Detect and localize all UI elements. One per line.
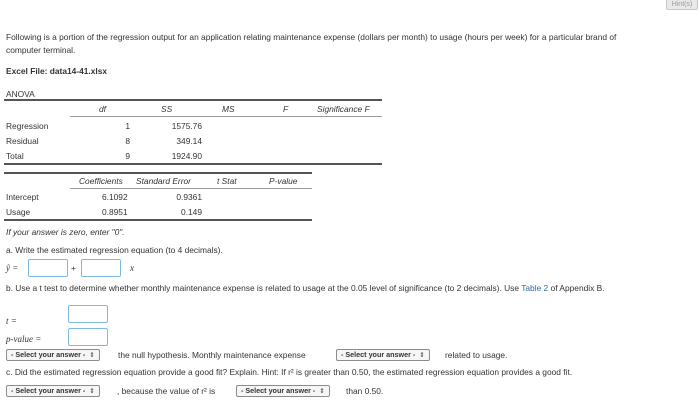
chevron-updown-icon: ⇕ — [89, 388, 95, 395]
coef-header-coefficients: Coefficients — [79, 176, 123, 186]
plus-sign: + — [71, 263, 76, 273]
chevron-updown-icon: ⇕ — [319, 388, 325, 395]
t-label: t = — [6, 316, 17, 326]
anova-row-ss: 1575.76 — [171, 121, 202, 131]
anova-bottom-rule — [4, 163, 382, 165]
excel-file-line — [6, 66, 107, 76]
coef-row-se: 0.149 — [181, 207, 202, 217]
excel-file-name[interactable]: data14-41.xlsx — [49, 66, 108, 76]
coef-row-label: Intercept — [6, 192, 39, 202]
coef-top-rule — [4, 172, 312, 174]
part-b-text: b. Use a t test to determine whether monthly maintenance expense is related to usage at the 0.05 level of significance (to 2 decimals). Use — [6, 283, 522, 293]
coef-header-stderr: Standard Error — [136, 176, 191, 186]
part-a-prompt: a. Write the estimated regression equation (to 4 decimals). — [6, 245, 223, 255]
anova-title: ANOVA — [6, 89, 35, 99]
anova-row-label: Residual — [6, 136, 39, 146]
anova-row-df: 9 — [125, 151, 130, 161]
hints-button[interactable]: Hint(s) — [666, 0, 698, 10]
because-text: , because the value of r² is — [117, 386, 216, 396]
pvalue-label: p-value = — [6, 334, 42, 344]
anova-row-df: 8 — [125, 136, 130, 146]
anova-row-label: Total — [6, 151, 24, 161]
table-2-link[interactable]: Table 2 — [521, 283, 549, 293]
coef-header-pvalue: P-value — [269, 176, 298, 186]
coef-bottom-rule — [4, 219, 312, 221]
coef-row-label: Usage — [6, 207, 31, 217]
anova-header-sigf: Significance F — [317, 104, 370, 114]
t-stat-input[interactable] — [68, 305, 108, 323]
intro-text-cont: computer terminal. — [6, 45, 76, 55]
intro-text: Following is a portion of the regression output for an application relating maintenance expense (dollars per month) to usage (hours per week) for a particular brand of — [6, 32, 617, 42]
related-text: related to usage. — [445, 350, 508, 360]
anova-header-rule — [70, 116, 382, 117]
anova-row-label: Regression — [6, 121, 49, 131]
anova-row-df: 1 — [125, 121, 130, 131]
coef-row-se: 0.9361 — [176, 192, 202, 202]
fit-select-label: - Select your answer - — [11, 386, 86, 395]
x-variable: x — [130, 263, 134, 273]
fit-select[interactable] — [6, 385, 100, 397]
part-b-prompt — [6, 283, 605, 293]
reject-select-label: - Select your answer - — [11, 350, 86, 359]
comparison-select-label: - Select your answer - — [241, 386, 316, 395]
coef-row-coef: 0.8951 — [102, 207, 128, 217]
anova-top-rule — [4, 99, 382, 101]
intercept-input[interactable] — [28, 259, 68, 277]
slope-input[interactable] — [81, 259, 121, 277]
coef-header-rule — [70, 188, 312, 189]
pvalue-input[interactable] — [68, 328, 108, 346]
related-select-label: - Select your answer - — [341, 350, 416, 359]
part-b-text-end: of Appendix B. — [548, 283, 605, 293]
anova-row-ss: 1924.90 — [171, 151, 202, 161]
related-select[interactable] — [336, 349, 430, 361]
coef-row-coef: 6.1092 — [102, 192, 128, 202]
reject-select[interactable] — [6, 349, 100, 361]
anova-header-ms: MS — [222, 104, 235, 114]
comparison-select[interactable] — [236, 385, 330, 397]
than-text: than 0.50. — [346, 386, 384, 396]
anova-row-ss: 349.14 — [176, 136, 202, 146]
excel-file-label: Excel File: — [6, 66, 48, 76]
anova-header-f: F — [283, 104, 289, 114]
null-hypothesis-text: the null hypothesis. Monthly maintenance expense — [118, 350, 306, 360]
anova-header-df: df — [99, 104, 106, 114]
anova-header-ss: SS — [161, 104, 173, 114]
chevron-updown-icon: ⇕ — [89, 352, 95, 359]
part-c-prompt: c. Did the estimated regression equation provide a good fit? Explain. Hint: If r² is greater than 0.50, the estimated regression equation provides a good fit. — [6, 367, 573, 377]
coef-header-tstat: t Stat — [217, 176, 237, 186]
zero-note: If your answer is zero, enter "0". — [6, 227, 125, 237]
chevron-updown-icon: ⇕ — [419, 352, 425, 359]
yhat-label: ŷ = — [6, 263, 19, 273]
